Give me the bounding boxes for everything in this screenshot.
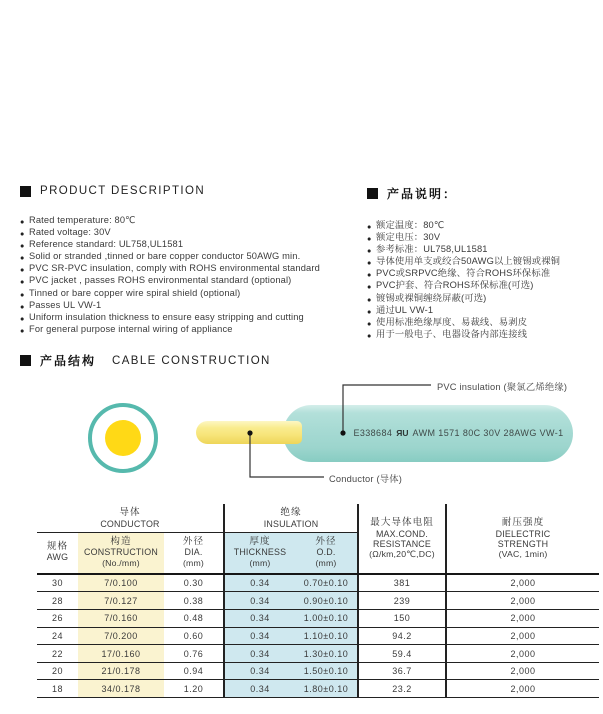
column-header-od: 外径 O.D. (mm) [295,532,358,574]
table-cell: 150 [358,610,446,628]
table-cell: 0.30 [164,574,224,592]
table-cell: 0.34 [224,662,295,680]
table-cell: 2,000 [446,662,599,680]
marking-style-text: AWM 1571 80C 30V 28AWG VW-1 [412,427,564,438]
list-item: ● 镀锡或裸铜缠绕屏蔽(可选) [367,292,603,304]
table-cell: 0.90±0.10 [295,592,358,610]
table-cell: 2,000 [446,574,599,592]
table-cell: 2,000 [446,680,599,698]
list-item: ● Rated voltage: 30V [20,226,367,238]
section-marker-icon [20,355,31,366]
table-cell: 26 [37,610,78,628]
product-description-list-cn [367,219,603,340]
product-description-title-cn: 产品说明： [387,187,458,201]
table-cell: 7/0.100 [78,574,164,592]
list-item: ● Uniform insulation thickness to ensure easy stripping and cutting [20,311,367,323]
table-cell: 2,000 [446,610,599,628]
table-cell: 1.80±0.10 [295,680,358,698]
table-row [37,574,599,592]
column-header-dia: 外径 DIA. (mm) [164,532,224,574]
table-cell: 1.00±0.10 [295,610,358,628]
list-item: ● 额定温度：80℃ [367,219,603,231]
column-header-construction: 构造 CONSTRUCTION (No./mm) [78,532,164,574]
table-group-header-row [37,504,599,532]
spec-table-section [37,504,599,698]
list-item: ● For general purpose internal wiring of appliance [20,323,367,335]
product-description-title: PRODUCT DESCRIPTION [40,185,206,197]
table-cell: 23.2 [358,680,446,698]
column-header-awg: 规格 AWG [37,532,78,574]
spec-table-body [37,574,599,698]
table-cell: 0.34 [224,627,295,645]
product-description-section [20,185,367,335]
table-cell: 24 [37,627,78,645]
list-item: ● 通过UL VW-1 [367,304,603,316]
table-cell: 0.38 [164,592,224,610]
table-cell: 2,000 [446,645,599,663]
table-cell: 0.60 [164,627,224,645]
product-description-section-cn [367,185,603,340]
cable-construction-heading [20,352,271,369]
table-cell: 21/0.178 [78,662,164,680]
column-header-dielectric: 耐压强度 DIELECTRIC STRENGTH (VAC, 1min) [446,504,599,574]
table-cell: 94.2 [358,627,446,645]
list-item: ● PVC护套、符合ROHS环保标准(可选) [367,279,603,291]
spec-table [37,504,599,698]
table-cell: 381 [358,574,446,592]
pvc-insulation-label: PVC insulation (聚氯乙烯绝缘) [437,382,568,392]
cable-diagram [0,370,603,500]
table-cell: 0.34 [224,610,295,628]
list-item: ● Tinned or bare copper wire spiral shield (optional) [20,287,367,299]
table-cell: 0.48 [164,610,224,628]
table-cell: 7/0.200 [78,627,164,645]
table-cell: 1.20 [164,680,224,698]
list-item: ● 额定电压：30V [367,231,603,243]
product-description-list [20,214,367,335]
list-item: ● PVC SR-PVC insulation, comply with ROHS environmental standard [20,262,367,274]
table-cell: 2,000 [446,592,599,610]
table-cell: 17/0.160 [78,645,164,663]
table-cell: 7/0.160 [78,610,164,628]
list-item: ● 用于一般电子、电器设备内部连接线 [367,328,603,340]
section-marker-icon [20,186,31,197]
table-cell: 59.4 [358,645,446,663]
list-item: ● Solid or stranded ,tinned or bare copper conductor 50AWG min. [20,250,367,262]
group-header-en: CONDUCTOR [100,518,160,529]
table-cell: 0.70±0.10 [295,574,358,592]
marking-file-number: E338684 [353,427,393,438]
table-cell: 0.76 [164,645,224,663]
table-cell: 0.34 [224,680,295,698]
column-header-thickness: 厚度 THICKNESS (mm) [224,532,295,574]
cable-construction-title-en: CABLE CONSTRUCTION [112,354,271,367]
conductor-label: Conductor (导体) [329,474,403,484]
table-cell: 7/0.127 [78,592,164,610]
ul-recognized-mark-icon: ЯU [396,427,409,438]
table-cell: 22 [37,645,78,663]
list-item: ● Rated temperature: 80℃ [20,214,367,226]
table-cell: 28 [37,592,78,610]
table-cell: 34/0.178 [78,680,164,698]
table-cell: 239 [358,592,446,610]
table-row [37,610,599,628]
list-item: ● 导体使用单支或绞合50AWG以上镀锡或裸铜 [367,255,603,267]
table-row [37,662,599,680]
table-row [37,645,599,663]
table-row [37,627,599,645]
table-cell: 0.94 [164,662,224,680]
table-cell: 0.34 [224,592,295,610]
group-header-cn: 绝缘 [280,507,302,518]
cable-construction-title-cn: 产品结构 [40,354,97,368]
table-row [37,592,599,610]
table-row [37,680,599,698]
table-cell: 1.10±0.10 [295,627,358,645]
list-item: ● Reference standard: UL758,UL1581 [20,238,367,250]
list-item: ● PVC或SRPVC绝缘、符合ROHS环保标准 [367,267,603,279]
product-description-heading-cn [367,185,603,202]
table-cell: 20 [37,662,78,680]
section-marker-icon [367,188,378,199]
table-cell: 0.34 [224,574,295,592]
table-cell: 0.34 [224,645,295,663]
table-cell: 1.30±0.10 [295,645,358,663]
group-header-conductor [37,504,224,532]
column-header-resistance: 最大导体电阻 MAX.COND. RESISTANCE (Ω/km,20℃,DC) [358,504,446,574]
list-item: ● PVC jacket , passes ROHS environmental standard (optional) [20,274,367,286]
list-item: ● 使用标准绝缘厚度、易裁线、易剥皮 [367,316,603,328]
list-item: ● 参考标准：UL758,UL1581 [367,243,603,255]
table-cell: 36.7 [358,662,446,680]
table-cell: 1.50±0.10 [295,662,358,680]
group-header-cn: 导体 [119,507,141,518]
group-header-insulation [224,504,358,532]
table-cell: 18 [37,680,78,698]
product-description-heading [20,185,367,197]
group-header-en: INSULATION [263,518,319,529]
list-item: ● Passes UL VW-1 [20,299,367,311]
table-cell: 2,000 [446,627,599,645]
table-cell: 30 [37,574,78,592]
